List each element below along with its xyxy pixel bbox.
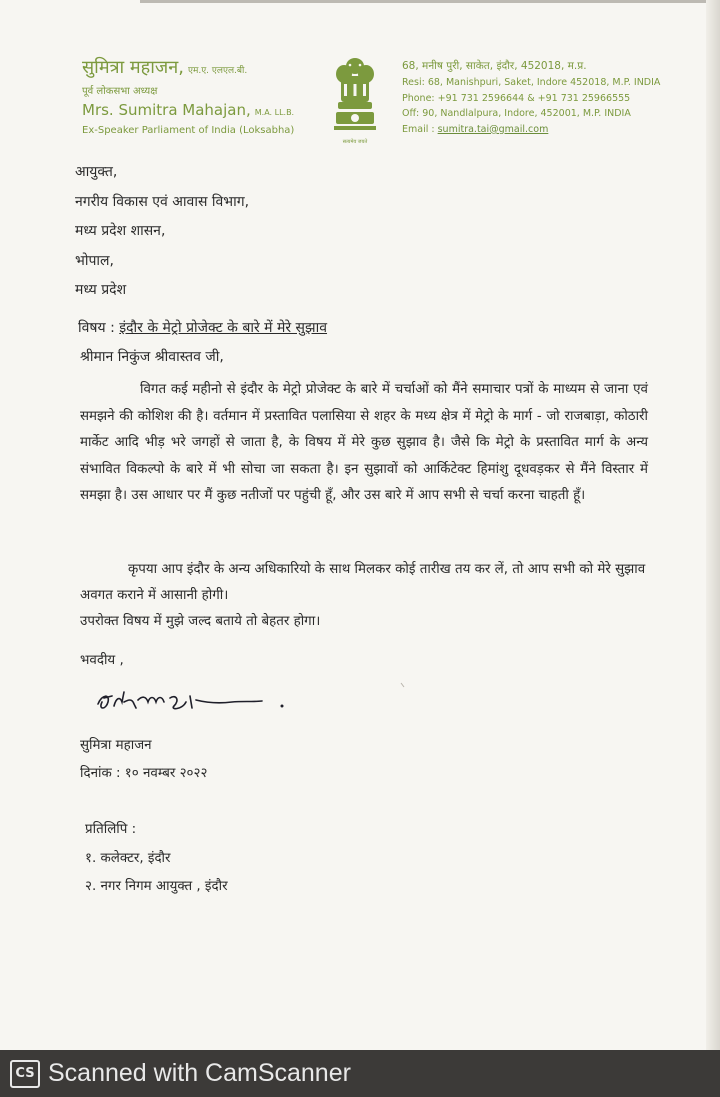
name-english: Mrs. Sumitra Mahajan,: [82, 101, 251, 119]
recipient-line: नगरीय विकास एवं आवास विभाग,: [75, 193, 250, 210]
date-value: १० नवम्बर २०२२: [124, 766, 208, 781]
residence-address: Resi: 68, Manishpuri, Saket, Indore 452018, M.P. INDIA: [402, 77, 661, 88]
subject-line: [78, 318, 327, 338]
date-line: [80, 760, 207, 788]
national-emblem-icon: [329, 52, 381, 148]
email-label: Email :: [402, 123, 435, 135]
subject-label: विषय :: [78, 320, 115, 336]
name-english-line: [82, 100, 294, 123]
body-paragraph-1: विगत कई महीनो से इंदौर के मेट्रो प्रोजेक्ट के बारे में चर्चाओं को मैंने समाचार पत्रों के माध्यम से जाना एवं समझने की कोशिश की है। वर्तमान में प्रस्तावित पलासिया से शहर के मध्य क्षेत्र में मेट्रो के मार्ग - जो राजबाड़ा, कोठारी मार्केट आदि भीड़ भरे जगहों से जाता है, के विषय में मेरे कुछ सुझाव है। जैसे कि मेट्रो के प्रस्तावित मार्ग के अन्य संभावित विकल्पो के बारे में भी सोचा जा सकता है। इन सुझावों को आर्किटेक्ट हिमांशु दूधवड़कर से मैंने विस्तार में समझा है। उस आधार पर मैं कुछ नतीजों पर पहुंची हूँ, और उस बारे में आप सभी से चर्चा करना चाहती हूँ।: [80, 382, 648, 503]
recipient-line: भोपाल,: [75, 252, 114, 269]
degree-english: M.A. LL.B.: [254, 108, 295, 117]
paper-top-edge: [140, 0, 720, 3]
phone-numbers: Phone: +91 731 2596644 & +91 731 25966555: [402, 92, 631, 104]
name-hindi-line: [82, 56, 294, 83]
copies-heading: प्रतिलिपि :: [85, 822, 137, 837]
letterhead-left: [82, 56, 294, 138]
role-english: Ex-Speaker Parliament of India (Loksabha): [82, 125, 295, 136]
name-hindi: सुमित्रा महाजन,: [82, 57, 184, 78]
salutation: श्रीमान निकुंज श्रीवास्तव जी,: [80, 349, 224, 365]
recipient-line: मध्य प्रदेश शासन,: [75, 223, 166, 239]
body-line-3: उपरोक्त विषय में मुझे जल्द बताये तो बेहतर होगा।: [80, 614, 321, 629]
office-address: Off: 90, Nandlalpura, Indore, 452001, M.P. INDIA: [402, 108, 631, 120]
pen-mark: [400, 682, 406, 688]
recipient-address: [75, 158, 249, 306]
camscanner-text: Scanned with CamScanner: [48, 1059, 351, 1087]
address-hindi: 68, मनीष पुरी, साकेत, इंदौर, 452018, म.प्र.: [402, 60, 587, 72]
date-label: दिनांक :: [80, 766, 121, 781]
body-paragraph-2: कृपया आप इंदौर के अन्य अधिकारियो के साथ मिलकर कोई तारीख तय कर लें, तो आप सभी को मेरे सुझाव अवगत कराने में आसानी होगी।: [80, 562, 646, 603]
closing: भवदीय ,: [80, 653, 124, 668]
paper-right-edge: [706, 0, 720, 1050]
signer-block: [80, 732, 207, 788]
camscanner-logo-icon: CS: [10, 1060, 40, 1088]
role-hindi: पूर्व लोकसभा अध्यक्ष: [82, 86, 158, 97]
signer-name: सुमित्रा महाजन: [80, 738, 152, 753]
letterhead-right: [402, 58, 660, 137]
recipient-line: आयुक्त,: [75, 164, 118, 180]
copy-item: २. नगर निगम आयुक्त , इंदौर: [85, 879, 228, 894]
handwritten-signature: [92, 680, 302, 722]
camscanner-footer: [0, 1050, 720, 1097]
copies-block: [85, 816, 228, 902]
recipient-line: मध्य प्रदेश: [75, 282, 127, 298]
emblem-motto: सत्यमेव जयते: [342, 139, 368, 145]
copy-item: १. कलेक्टर, इंदौर: [85, 850, 171, 866]
email-link[interactable]: sumitra.tai@gmail.com: [437, 123, 549, 135]
degree-hindi: एम.ए. एलएल.बी.: [187, 66, 248, 76]
email-line: [402, 122, 660, 138]
subject-text: इंदौर के मेट्रो प्रोजेक्ट के बारे में मेरे सुझाव: [119, 320, 328, 336]
